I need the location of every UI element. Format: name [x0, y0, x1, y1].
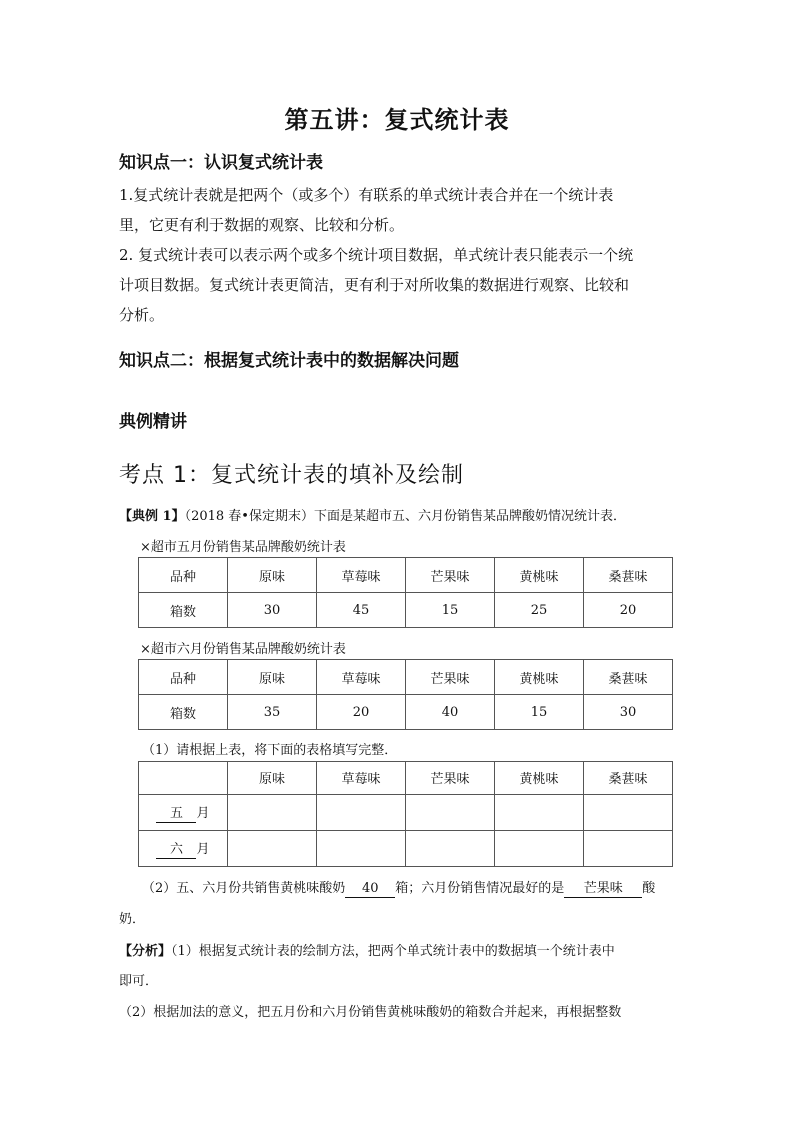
page-title: 第五讲：复式统计表 [284, 105, 510, 134]
question-1: （1）请根据上表，将下面的表格填写完整． [142, 743, 398, 758]
question-2-text: 箱；六月份销售情况最好的是 [395, 881, 565, 896]
table-cell: 40 [406, 695, 495, 730]
table-row [139, 558, 673, 593]
table-cell: 草莓味 [317, 660, 406, 695]
knowledge-point-1-body [119, 180, 679, 330]
table-row [139, 593, 673, 628]
table-cell[interactable] [406, 830, 495, 866]
table-may [138, 557, 673, 628]
table-row [139, 794, 673, 830]
table-combined [138, 761, 673, 867]
table-cell: 45 [317, 593, 406, 628]
table-cell: 黄桃味 [495, 660, 584, 695]
answer-blank: 芒果味 [564, 881, 642, 898]
kaodian-heading: 考点 1：复式统计表的填补及绘制 [119, 463, 464, 488]
table-cell: 原味 [228, 762, 317, 795]
table-cell: 30 [228, 593, 317, 628]
table-cell[interactable] [495, 794, 584, 830]
analysis-line [119, 940, 615, 959]
table-cell: 品种 [139, 660, 228, 695]
question-2-text: （2）五、六月份共销售黄桃味酸奶 [142, 881, 346, 896]
table-cell[interactable] [228, 794, 317, 830]
example-text: （2018 春•保定期末）下面是某超市五、六月份销售某品牌酸奶情况统计表． [184, 509, 626, 524]
table-cell: 15 [495, 695, 584, 730]
question-2 [142, 877, 655, 898]
month-suffix: 月 [196, 841, 210, 857]
table-cell: 15 [406, 593, 495, 628]
question-2-text: 酸 [642, 881, 656, 896]
row-label-may [139, 794, 228, 830]
table-cell [139, 762, 228, 795]
table-cell: 草莓味 [317, 558, 406, 593]
table-cell[interactable] [228, 830, 317, 866]
table-cell: 黄桃味 [495, 558, 584, 593]
table-cell: 箱数 [139, 695, 228, 730]
table-cell: 桑葚味 [584, 660, 673, 695]
table-cell[interactable] [317, 830, 406, 866]
month-suffix: 月 [196, 805, 210, 821]
table-cell: 芒果味 [406, 762, 495, 795]
table-row [139, 695, 673, 730]
kp1-line: 分析。 [119, 306, 165, 324]
table-cell: 30 [584, 695, 673, 730]
example-intro [119, 505, 626, 524]
table-cell: 箱数 [139, 593, 228, 628]
table-june [138, 659, 673, 730]
table-cell[interactable] [584, 830, 673, 866]
table-cell[interactable] [317, 794, 406, 830]
knowledge-point-2-heading: 知识点二：根据复式统计表中的数据解决问题 [119, 351, 459, 371]
knowledge-point-1-heading: 知识点一：认识复式统计表 [119, 153, 323, 173]
example-tag: 【典例 1】 [119, 509, 185, 524]
table-cell: 20 [584, 593, 673, 628]
question-2-line2: 奶． [119, 912, 146, 927]
table-row [139, 830, 673, 866]
table-may-caption: ×超市五月份销售某品牌酸奶统计表 [140, 540, 346, 555]
table-cell: 芒果味 [406, 558, 495, 593]
answer-blank: 40 [345, 881, 395, 898]
kp1-line: 2. 复式统计表可以表示两个或多个统计项目数据，单式统计表只能表示一个统 [119, 246, 634, 264]
table-cell: 草莓味 [317, 762, 406, 795]
month-blank: 五 [156, 806, 196, 823]
analysis-tag: 【分析】 [119, 944, 172, 959]
table-cell: 品种 [139, 558, 228, 593]
table-cell: 25 [495, 593, 584, 628]
kp1-line: 计项目数据。复式统计表更简洁，更有利于对所收集的数据进行观察、比较和 [119, 276, 630, 294]
table-cell: 原味 [228, 558, 317, 593]
section-heading: 典例精讲 [119, 412, 187, 432]
table-row [139, 660, 673, 695]
table-row [139, 762, 673, 795]
analysis-line: （2）根据加法的意义，把五月份和六月份销售黄桃味酸奶的箱数合并起来，再根据整数 [119, 1005, 622, 1020]
row-label-june [139, 830, 228, 866]
table-cell: 桑葚味 [584, 762, 673, 795]
table-cell: 桑葚味 [584, 558, 673, 593]
kp1-line: 1.复式统计表就是把两个（或多个）有联系的单式统计表合并在一个统计表 [119, 186, 614, 204]
month-blank: 六 [156, 842, 196, 859]
table-cell: 黄桃味 [495, 762, 584, 795]
analysis-line: 即可． [119, 974, 159, 989]
kp1-line: 里，它更有利于数据的观察、比较和分析。 [119, 216, 405, 234]
table-cell[interactable] [495, 830, 584, 866]
table-cell: 20 [317, 695, 406, 730]
table-cell: 35 [228, 695, 317, 730]
table-cell: 芒果味 [406, 660, 495, 695]
table-cell[interactable] [406, 794, 495, 830]
table-cell[interactable] [584, 794, 673, 830]
table-cell: 原味 [228, 660, 317, 695]
analysis-text: （1）根据复式统计表的绘制方法，把两个单式统计表中的数据填一个统计表中 [171, 944, 615, 959]
table-june-caption: ×超市六月份销售某品牌酸奶统计表 [140, 642, 346, 657]
